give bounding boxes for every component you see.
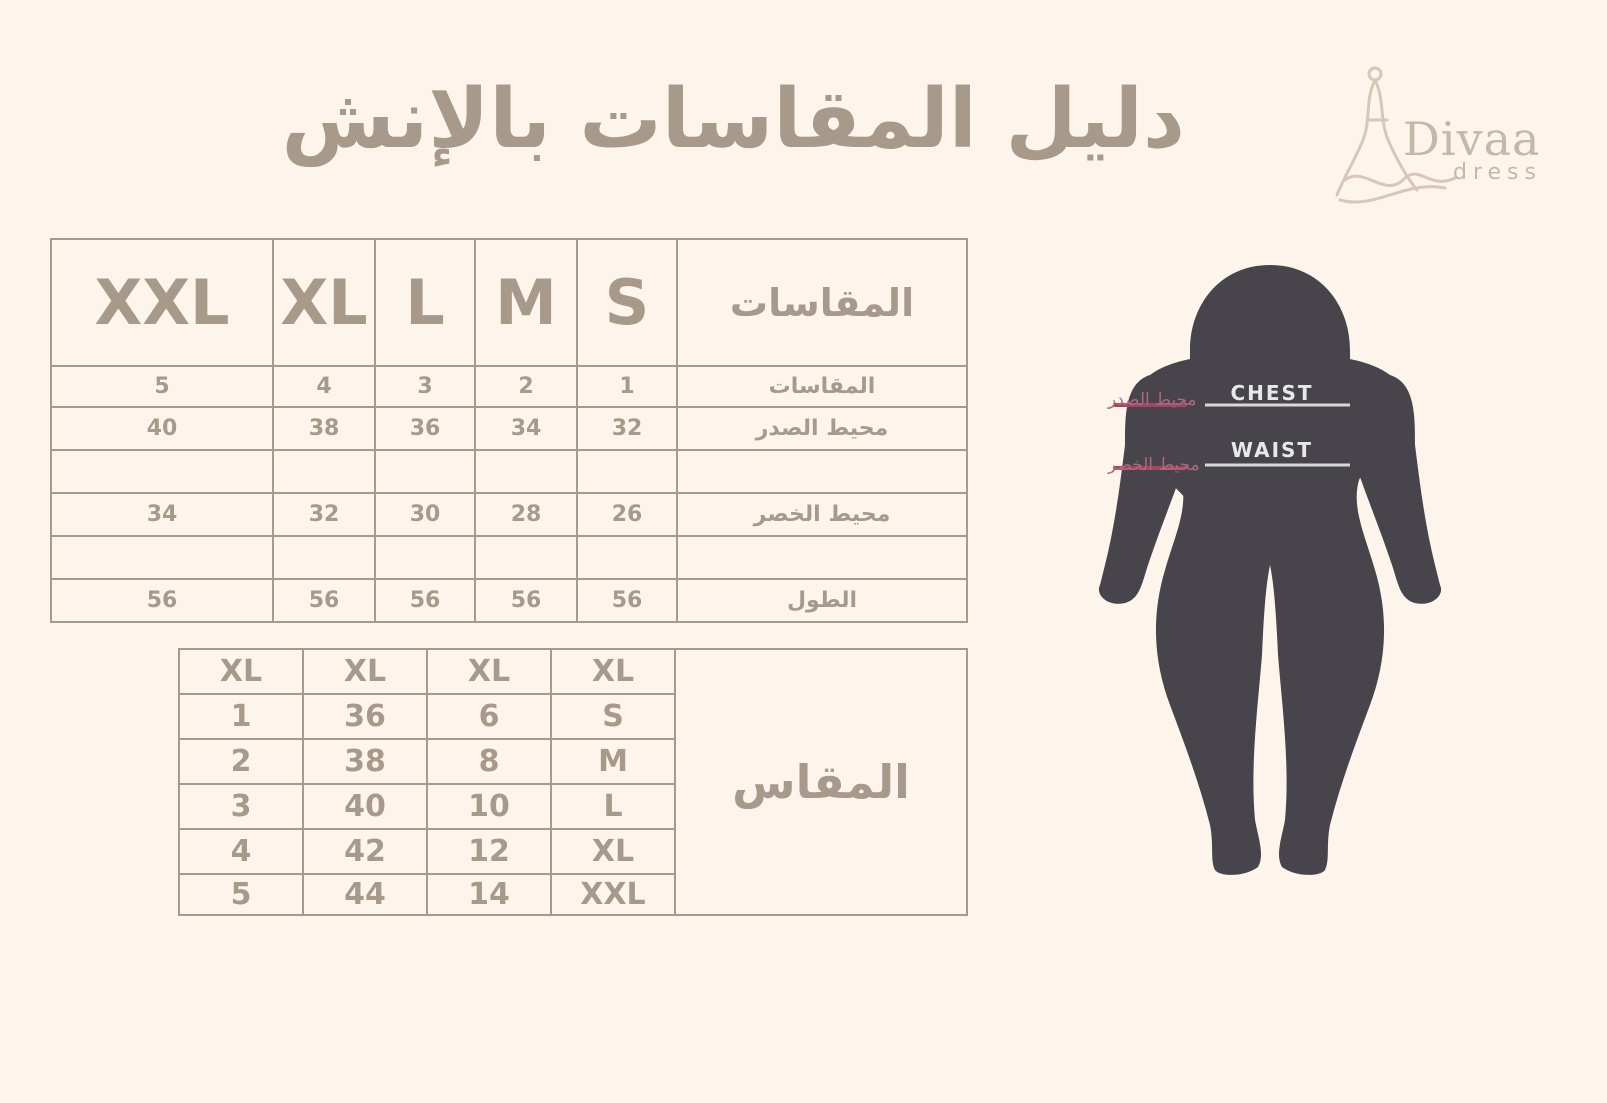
table-cell: 30 xyxy=(375,493,475,536)
table-cell: 28 xyxy=(475,493,577,536)
table-cell: 5 xyxy=(179,874,303,915)
brand-logo xyxy=(1335,60,1545,210)
waist-annotation: محيط الخصر xyxy=(1108,455,1200,475)
table-cell: 32 xyxy=(273,493,375,536)
table-cell: 38 xyxy=(303,739,427,784)
table-cell: 34 xyxy=(475,407,577,450)
size-header-row xyxy=(51,239,967,366)
table-cell xyxy=(273,450,375,493)
chest-label: CHEST xyxy=(1230,381,1314,405)
table-cell: XL xyxy=(303,649,427,694)
table-row xyxy=(51,407,967,450)
table-cell: 2 xyxy=(475,366,577,407)
table-cell: XXL xyxy=(551,874,675,915)
table-cell xyxy=(375,450,475,493)
table-cell: 12 xyxy=(427,829,551,874)
table-cell: 4 xyxy=(179,829,303,874)
table-cell: XL xyxy=(427,649,551,694)
row-label: المقاسات xyxy=(677,239,967,366)
chest-annotation: محيط الصدر xyxy=(1108,390,1197,410)
table-cell: XL xyxy=(551,829,675,874)
row-label: الطول xyxy=(677,579,967,622)
brand-subtitle: dress xyxy=(1453,160,1542,185)
conversion-label: المقاس xyxy=(675,649,967,915)
size-conversion-table xyxy=(178,648,968,916)
body-measurement-figure xyxy=(1020,265,1500,905)
row-label: محيط الصدر xyxy=(677,407,967,450)
waist-label: WAIST xyxy=(1230,438,1314,462)
table-cell: XL xyxy=(551,649,675,694)
table-cell: 2 xyxy=(179,739,303,784)
table-cell xyxy=(51,450,273,493)
table-cell: XL xyxy=(179,649,303,694)
table-cell: 1 xyxy=(179,694,303,739)
table-cell: 6 xyxy=(427,694,551,739)
table-row xyxy=(51,579,967,622)
brand-name: Divaa xyxy=(1403,112,1541,166)
table-cell: 3 xyxy=(375,366,475,407)
table-cell: 36 xyxy=(303,694,427,739)
table-row xyxy=(179,649,967,694)
table-cell: 32 xyxy=(577,407,677,450)
table-cell: 36 xyxy=(375,407,475,450)
table-cell xyxy=(577,536,677,579)
table-cell: 40 xyxy=(303,784,427,829)
table-row xyxy=(51,366,967,407)
table-cell: 38 xyxy=(273,407,375,450)
table-row xyxy=(51,536,967,579)
table-cell: 10 xyxy=(427,784,551,829)
page-title: دليل المقاسات بالإنش xyxy=(281,72,1185,167)
table-cell: 8 xyxy=(427,739,551,784)
table-cell xyxy=(577,450,677,493)
table-cell: 1 xyxy=(577,366,677,407)
table-cell: 56 xyxy=(51,579,273,622)
size-chart-table xyxy=(50,238,968,623)
size-header-cell: M xyxy=(475,239,577,366)
size-header-cell: L xyxy=(375,239,475,366)
table-cell xyxy=(273,536,375,579)
table-cell: 56 xyxy=(475,579,577,622)
table-row xyxy=(51,493,967,536)
table-cell: S xyxy=(551,694,675,739)
table-cell: 26 xyxy=(577,493,677,536)
table-cell: M xyxy=(551,739,675,784)
table-row xyxy=(51,450,967,493)
table-cell xyxy=(51,536,273,579)
table-cell: 4 xyxy=(273,366,375,407)
size-header-cell: XL xyxy=(273,239,375,366)
table-cell: 56 xyxy=(577,579,677,622)
table-cell xyxy=(475,536,577,579)
row-label xyxy=(677,536,967,579)
table-cell: 3 xyxy=(179,784,303,829)
table-cell xyxy=(375,536,475,579)
table-cell: 56 xyxy=(375,579,475,622)
table-cell xyxy=(475,450,577,493)
body-silhouette xyxy=(1099,265,1441,875)
size-header-cell: S xyxy=(577,239,677,366)
table-cell: 56 xyxy=(273,579,375,622)
size-header-cell: XXL xyxy=(51,239,273,366)
table-cell: L xyxy=(551,784,675,829)
table-cell: 42 xyxy=(303,829,427,874)
table-cell: 34 xyxy=(51,493,273,536)
table-cell: 14 xyxy=(427,874,551,915)
row-label: محيط الخصر xyxy=(677,493,967,536)
table-cell: 40 xyxy=(51,407,273,450)
table-cell: 44 xyxy=(303,874,427,915)
table-cell: 5 xyxy=(51,366,273,407)
row-label xyxy=(677,450,967,493)
row-label: المقاسات xyxy=(677,366,967,407)
